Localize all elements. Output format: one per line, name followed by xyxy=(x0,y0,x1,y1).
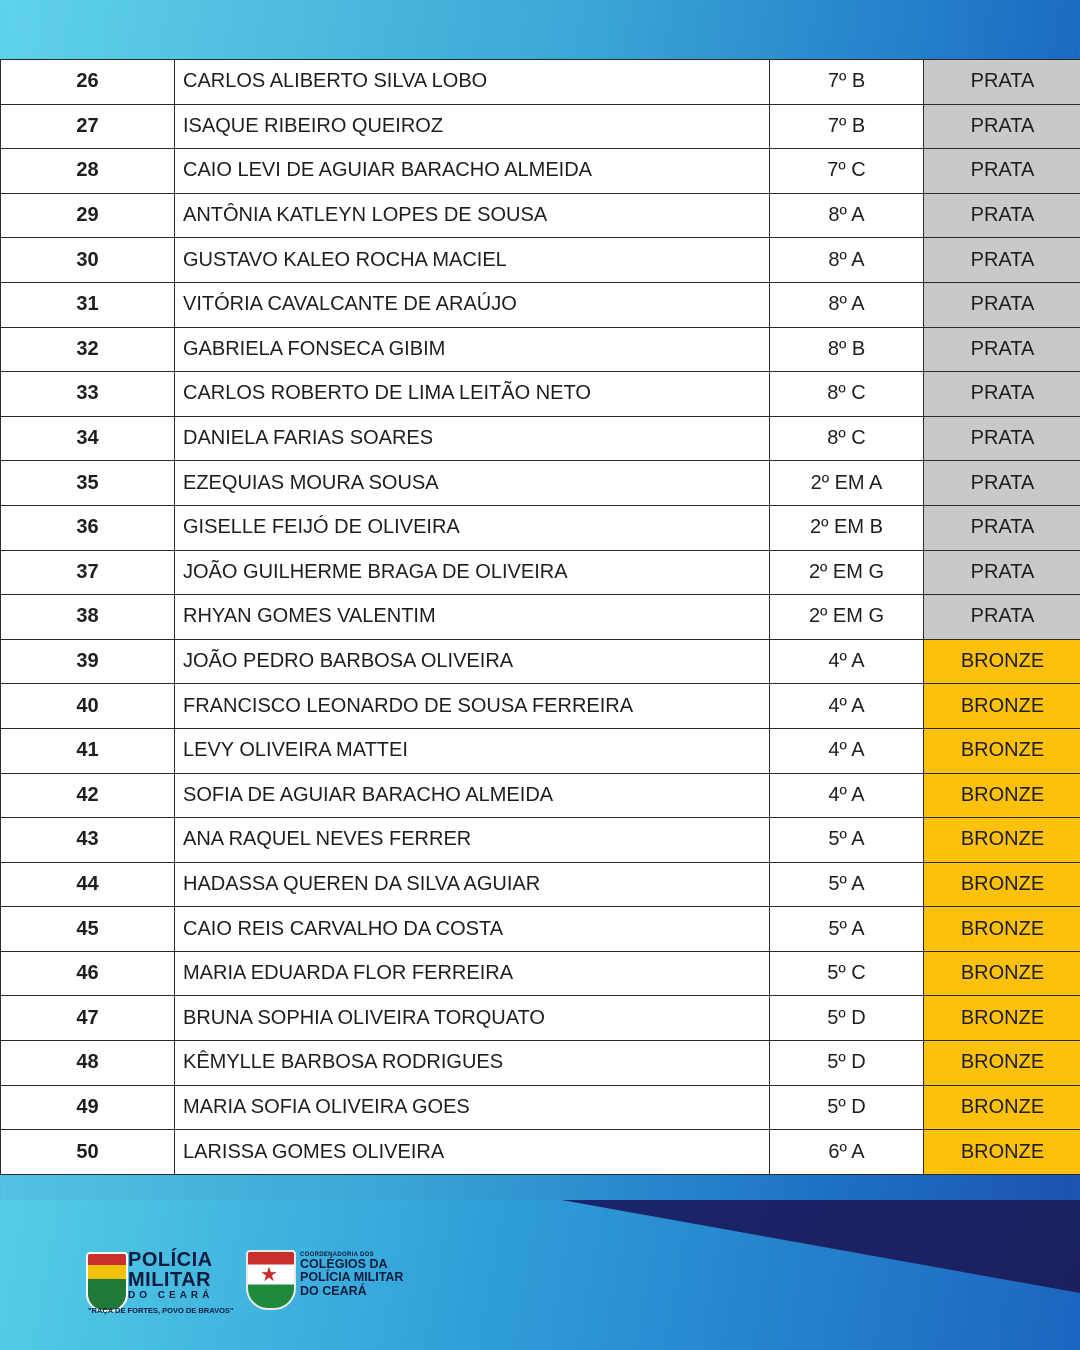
row-number: 29 xyxy=(1,193,175,238)
class-label: 4º A xyxy=(770,728,924,773)
row-number: 45 xyxy=(1,907,175,952)
table-row xyxy=(1,728,1080,773)
pm-logo-line2: MILITAR xyxy=(128,1269,212,1291)
row-number: 44 xyxy=(1,862,175,907)
table-row xyxy=(1,372,1080,417)
student-name: CARLOS ALIBERTO SILVA LOBO xyxy=(175,60,770,105)
medal-label: BRONZE xyxy=(924,728,1080,773)
medal-label: BRONZE xyxy=(924,818,1080,863)
student-name: CAIO REIS CARVALHO DA COSTA xyxy=(175,907,770,952)
class-label: 4º A xyxy=(770,773,924,818)
row-number: 31 xyxy=(1,282,175,327)
student-name: SOFIA DE AGUIAR BARACHO ALMEIDA xyxy=(175,773,770,818)
class-label: 5º C xyxy=(770,951,924,996)
pm-logo-line3: DO CEARÁ xyxy=(128,1290,214,1301)
class-label: 5º D xyxy=(770,1085,924,1130)
class-label: 2º EM G xyxy=(770,550,924,595)
medal-label: PRATA xyxy=(924,416,1080,461)
class-label: 2º EM B xyxy=(770,505,924,550)
pm-crest-icon xyxy=(86,1252,128,1312)
row-number: 30 xyxy=(1,238,175,283)
class-label: 8º A xyxy=(770,193,924,238)
medal-label: PRATA xyxy=(924,282,1080,327)
table-row xyxy=(1,818,1080,863)
pm-logo-text xyxy=(128,1250,213,1301)
row-number: 32 xyxy=(1,327,175,372)
student-name: RHYAN GOMES VALENTIM xyxy=(175,595,770,640)
table-row xyxy=(1,996,1080,1041)
pm-logo-motto: "RAÇA DE FORTES, POVO DE BRAVOS" xyxy=(88,1306,234,1315)
student-name: MARIA SOFIA OLIVEIRA GOES xyxy=(175,1085,770,1130)
pm-logo-line1: POLÍCIA xyxy=(128,1249,213,1271)
table-row xyxy=(1,238,1080,283)
medal-label: PRATA xyxy=(924,149,1080,194)
class-label: 8º B xyxy=(770,327,924,372)
row-number: 50 xyxy=(1,1130,175,1175)
table-row xyxy=(1,60,1080,105)
medal-roster-table xyxy=(0,59,1080,1175)
medal-label: PRATA xyxy=(924,327,1080,372)
row-number: 48 xyxy=(1,1041,175,1086)
table-row xyxy=(1,1085,1080,1130)
class-label: 5º A xyxy=(770,818,924,863)
student-name: VITÓRIA CAVALCANTE DE ARAÚJO xyxy=(175,282,770,327)
table-row xyxy=(1,1130,1080,1175)
table-row xyxy=(1,416,1080,461)
table-row xyxy=(1,104,1080,149)
class-label: 4º A xyxy=(770,684,924,729)
student-name: GUSTAVO KALEO ROCHA MACIEL xyxy=(175,238,770,283)
table-row xyxy=(1,327,1080,372)
medal-label: PRATA xyxy=(924,372,1080,417)
row-number: 42 xyxy=(1,773,175,818)
student-name: ANTÔNIA KATLEYN LOPES DE SOUSA xyxy=(175,193,770,238)
table-row xyxy=(1,907,1080,952)
row-number: 37 xyxy=(1,550,175,595)
medal-label: PRATA xyxy=(924,238,1080,283)
medal-label: BRONZE xyxy=(924,773,1080,818)
cpm-logo-line2: POLÍCIA MILITAR xyxy=(300,1270,404,1285)
table-row xyxy=(1,550,1080,595)
student-name: JOÃO PEDRO BARBOSA OLIVEIRA xyxy=(175,639,770,684)
policia-militar-logo xyxy=(86,1249,234,1318)
row-number: 28 xyxy=(1,149,175,194)
table-row xyxy=(1,951,1080,996)
colegios-pm-logo xyxy=(246,1250,426,1310)
student-name: MARIA EDUARDA FLOR FERREIRA xyxy=(175,951,770,996)
table-row xyxy=(1,773,1080,818)
cpm-logo-small: COORDENADORIA DOS xyxy=(300,1252,374,1258)
class-label: 5º D xyxy=(770,1041,924,1086)
student-name: HADASSA QUEREN DA SILVA AGUIAR xyxy=(175,862,770,907)
class-label: 8º A xyxy=(770,238,924,283)
class-label: 7º B xyxy=(770,60,924,105)
student-name: EZEQUIAS MOURA SOUSA xyxy=(175,461,770,506)
row-number: 47 xyxy=(1,996,175,1041)
medal-label: BRONZE xyxy=(924,1041,1080,1086)
student-name: LARISSA GOMES OLIVEIRA xyxy=(175,1130,770,1175)
class-label: 5º A xyxy=(770,862,924,907)
class-label: 8º A xyxy=(770,282,924,327)
medal-label: PRATA xyxy=(924,60,1080,105)
row-number: 26 xyxy=(1,60,175,105)
medal-label: PRATA xyxy=(924,193,1080,238)
student-name: FRANCISCO LEONARDO DE SOUSA FERREIRA xyxy=(175,684,770,729)
student-name: CARLOS ROBERTO DE LIMA LEITÃO NETO xyxy=(175,372,770,417)
medal-label: BRONZE xyxy=(924,684,1080,729)
table-row xyxy=(1,639,1080,684)
student-name: BRUNA SOPHIA OLIVEIRA TORQUATO xyxy=(175,996,770,1041)
medal-label: BRONZE xyxy=(924,1130,1080,1175)
table-row xyxy=(1,1041,1080,1086)
class-label: 5º A xyxy=(770,907,924,952)
table-row xyxy=(1,149,1080,194)
cpm-shield-icon xyxy=(246,1250,296,1310)
cpm-logo-line1: COLÉGIOS DA xyxy=(300,1257,388,1272)
student-name: ISAQUE RIBEIRO QUEIROZ xyxy=(175,104,770,149)
class-label: 8º C xyxy=(770,372,924,417)
table-row xyxy=(1,684,1080,729)
student-name: CAIO LEVI DE AGUIAR BARACHO ALMEIDA xyxy=(175,149,770,194)
row-number: 36 xyxy=(1,505,175,550)
medal-label: BRONZE xyxy=(924,1085,1080,1130)
row-number: 27 xyxy=(1,104,175,149)
class-label: 2º EM G xyxy=(770,595,924,640)
student-name: GABRIELA FONSECA GIBIM xyxy=(175,327,770,372)
student-name: GISELLE FEIJÓ DE OLIVEIRA xyxy=(175,505,770,550)
medal-label: PRATA xyxy=(924,461,1080,506)
medal-label: BRONZE xyxy=(924,639,1080,684)
class-label: 8º C xyxy=(770,416,924,461)
row-number: 49 xyxy=(1,1085,175,1130)
student-name: LEVY OLIVEIRA MATTEI xyxy=(175,728,770,773)
student-name: DANIELA FARIAS SOARES xyxy=(175,416,770,461)
row-number: 35 xyxy=(1,461,175,506)
row-number: 39 xyxy=(1,639,175,684)
medal-label: BRONZE xyxy=(924,951,1080,996)
row-number: 40 xyxy=(1,684,175,729)
table-row xyxy=(1,505,1080,550)
row-number: 46 xyxy=(1,951,175,996)
class-label: 2º EM A xyxy=(770,461,924,506)
row-number: 33 xyxy=(1,372,175,417)
table-row xyxy=(1,282,1080,327)
table-row xyxy=(1,193,1080,238)
cpm-logo-text xyxy=(300,1252,403,1298)
medal-label: PRATA xyxy=(924,104,1080,149)
class-label: 5º D xyxy=(770,996,924,1041)
medal-label: PRATA xyxy=(924,550,1080,595)
medal-label: BRONZE xyxy=(924,996,1080,1041)
roster-body xyxy=(1,60,1080,1175)
class-label: 4º A xyxy=(770,639,924,684)
class-label: 6º A xyxy=(770,1130,924,1175)
medal-label: BRONZE xyxy=(924,862,1080,907)
table-row xyxy=(1,862,1080,907)
class-label: 7º C xyxy=(770,149,924,194)
row-number: 43 xyxy=(1,818,175,863)
student-name: ANA RAQUEL NEVES FERRER xyxy=(175,818,770,863)
medal-label: BRONZE xyxy=(924,907,1080,952)
table-row xyxy=(1,461,1080,506)
student-name: KÊMYLLE BARBOSA RODRIGUES xyxy=(175,1041,770,1086)
medal-label: PRATA xyxy=(924,595,1080,640)
class-label: 7º B xyxy=(770,104,924,149)
row-number: 38 xyxy=(1,595,175,640)
student-name: JOÃO GUILHERME BRAGA DE OLIVEIRA xyxy=(175,550,770,595)
row-number: 41 xyxy=(1,728,175,773)
row-number: 34 xyxy=(1,416,175,461)
table-row xyxy=(1,595,1080,640)
star-icon: ★ xyxy=(260,1264,278,1286)
medal-label: PRATA xyxy=(924,505,1080,550)
cpm-logo-line3: DO CEARÁ xyxy=(300,1283,367,1298)
